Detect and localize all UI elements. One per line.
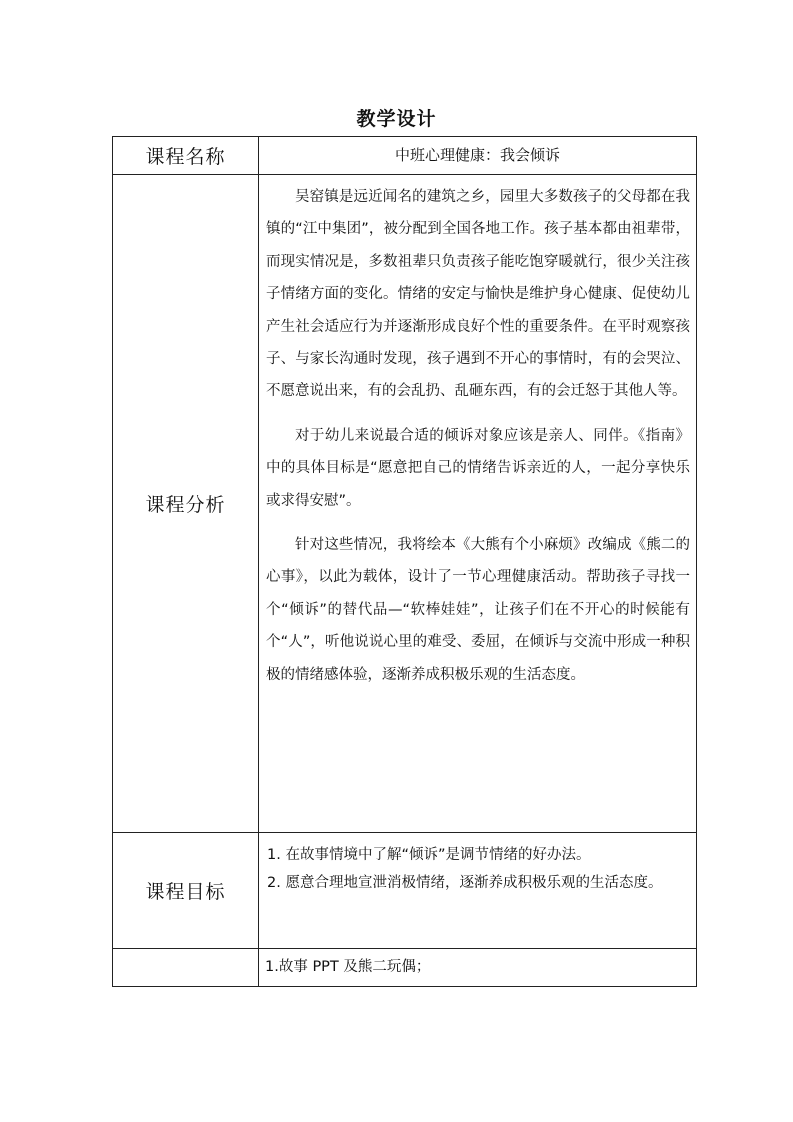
course-name-label: 课程名称 [113, 137, 259, 175]
document-title: 教学设计 [356, 108, 437, 130]
course-goals-label: 课程目标 [113, 833, 259, 949]
course-analysis-label: 课程分析 [113, 175, 259, 833]
course-name-value: 中班心理健康：我会倾诉 [259, 137, 697, 175]
course-analysis-content [259, 175, 697, 833]
analysis-paragraph-1: 吴窑镇是远近闻名的建筑之乡，园里大多数孩子的父母都在我镇的“江中集团”，被分配到全国各地工作。孩子基本都由祖辈带，而现实情况是，多数祖辈只负责孩子能吃饱穿暖就行，很少关注孩子情绪方面的变化。情绪的安定与愉快是维护身心健康、促使幼儿产生社会适应行为并逐渐形成良好个性的重要条件。在平时观察孩子、与家长沟通时发现，孩子遇到不开心的事情时，有的会哭泣、不愿意说出来，有的会乱扔、乱砸东西，有的会迁怒于其他人等。 [266, 189, 690, 400]
analysis-paragraph-3: 针对这些情况，我将绘本《大熊有个小麻烦》改编成《熊二的心事》，以此为载体，设计了一节心理健康活动。帮助孩子寻找一个“倾诉”的替代品—“软棒娃娃”，让孩子们在不开心的时候能有个“人”，听他说说心里的难受、委屈，在倾诉与交流中形成一种积极的情绪感体验，逐渐养成积极乐观的生活态度。 [266, 537, 690, 683]
course-analysis-row [113, 175, 697, 833]
goal-item-2: 2. 愿意合理地宣泄消极情绪，逐渐养成积极乐观的生活态度。 [267, 875, 663, 891]
lesson-plan-table [112, 136, 697, 987]
analysis-paragraph-2: 对于幼儿来说最合适的倾诉对象应该是亲人、同伴。《指南》中的具体目标是“愿意把自己的情绪告诉亲近的人，一起分享快乐或求得安慰”。 [266, 427, 690, 509]
course-goals-content [259, 833, 697, 949]
course-prep-label [113, 949, 259, 987]
course-goals-row [113, 833, 697, 949]
course-prep-row [113, 949, 697, 987]
goal-item-1: 1. 在故事情境中了解“倾诉”是调节情绪的好办法。 [267, 847, 591, 863]
course-name-row [113, 137, 697, 175]
course-prep-value: 1.故事 PPT 及熊二玩偶； [259, 949, 697, 987]
